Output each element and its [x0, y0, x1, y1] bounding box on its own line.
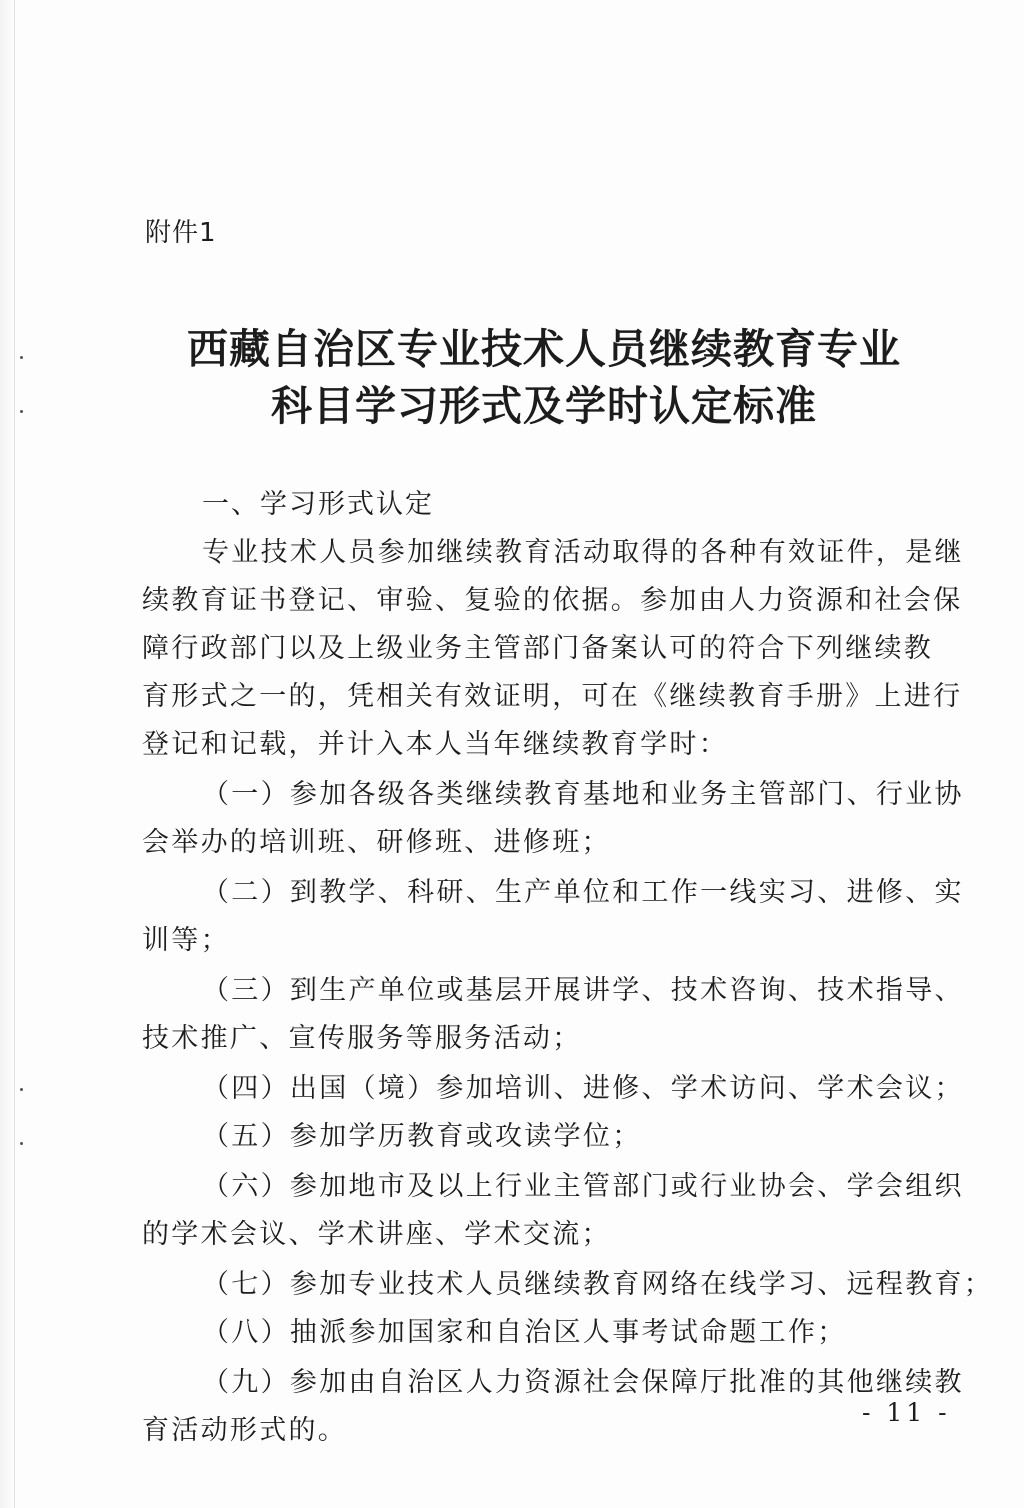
attachment-label: 附件1: [145, 218, 217, 248]
list-item-9-line-2: 育活动形式的。: [142, 1415, 348, 1446]
list-item-1-line-2: 会举办的培训班、研修班、进修班；: [142, 827, 611, 858]
binding-hole-mark: [20, 356, 23, 359]
page-number: - 11 -: [862, 1398, 951, 1427]
paragraph-line: 障行政部门以及上级业务主管部门备案认可的符合下列继续教: [142, 633, 934, 664]
binding-hole-mark: [20, 410, 23, 413]
list-item-3-line-2: 技术推广、宣传服务等服务活动；: [142, 1023, 582, 1054]
document-title-line-2: 科目学习形式及学时认定标准: [271, 382, 817, 430]
paragraph-line: 续教育证书登记、审验、复验的依据。参加由人力资源和社会保: [142, 585, 963, 616]
list-item-3-line-1: （三）到生产单位或基层开展讲学、技术咨询、技术指导、: [202, 975, 964, 1006]
list-item-6-line-2: 的学术会议、学术讲座、学术交流；: [142, 1219, 611, 1250]
list-item-2-line-2: 训等；: [142, 925, 230, 956]
list-item-7: （七）参加专业技术人员继续教育网络在线学习、远程教育；: [202, 1269, 994, 1300]
section-heading: 一、学习形式认定: [202, 489, 434, 520]
scan-edge-shadow: [0, 0, 15, 1508]
list-item-2-line-1: （二）到教学、科研、生产单位和工作一线实习、进修、实: [202, 877, 964, 908]
paragraph-line: 专业技术人员参加继续教育活动取得的各种有效证件，是继: [202, 537, 964, 568]
binding-hole-mark: [20, 1088, 23, 1091]
list-item-6-line-1: （六）参加地市及以上行业主管部门或行业协会、学会组织: [202, 1171, 964, 1202]
list-item-1-line-1: （一）参加各级各类继续教育基地和业务主管部门、行业协: [202, 779, 964, 810]
list-item-5: （五）参加学历教育或攻读学位；: [202, 1121, 642, 1152]
document-title-line-1: 西藏自治区专业技术人员继续教育专业: [187, 325, 901, 373]
list-item-4: （四）出国（境）参加培训、进修、学术访问、学术会议；: [202, 1073, 964, 1104]
binding-hole-mark: [20, 1142, 23, 1145]
list-item-9-line-1: （九）参加由自治区人力资源社会保障厅批准的其他继续教: [202, 1367, 964, 1398]
paragraph-line: 登记和记载，并计入本人当年继续教育学时：: [142, 729, 728, 760]
list-item-8: （八）抽派参加国家和自治区人事考试命题工作；: [202, 1317, 847, 1348]
paragraph-line: 育形式之一的，凭相关有效证明，可在《继续教育手册》上进行: [142, 681, 963, 712]
